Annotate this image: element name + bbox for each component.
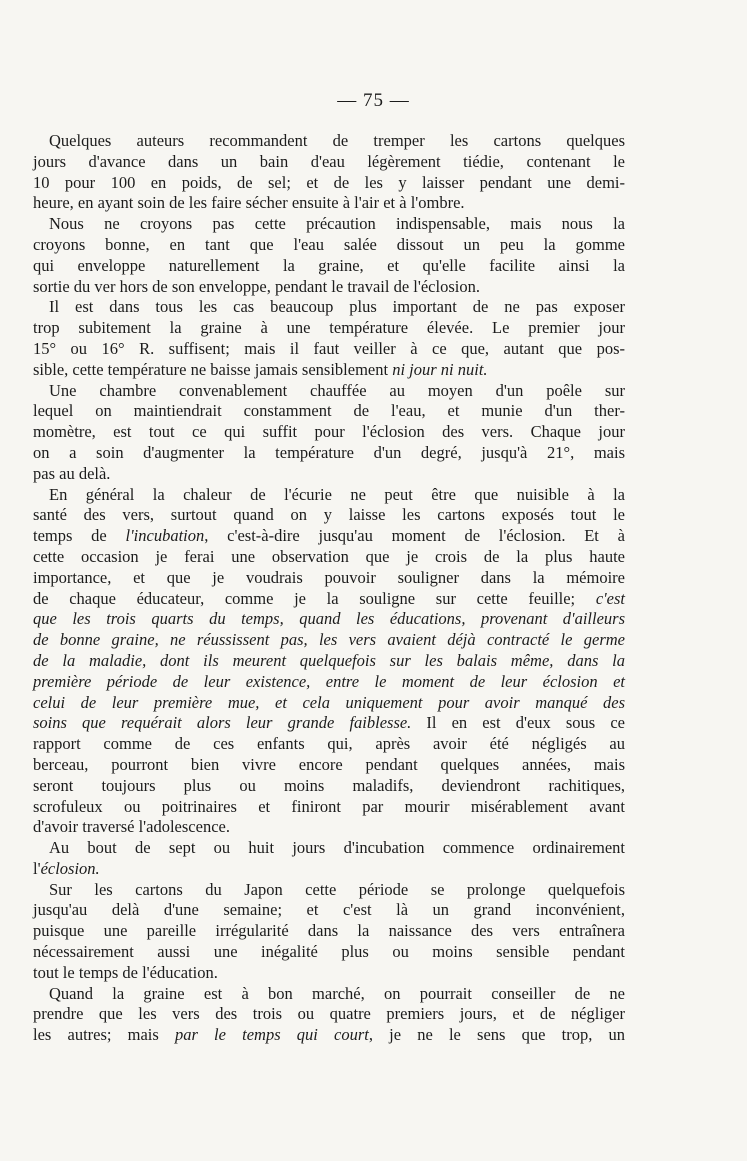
text-run: 15° ou 16° R. suffisent; mais il faut veiller à ce que, autant que pos- [33, 338, 625, 358]
text-line [33, 381, 625, 402]
text-run: Il en est d'eux sous ce [411, 713, 625, 733]
text-line [33, 360, 625, 381]
italic-run: de bonne graine, ne réussissent pas, les vers avaient déjà contracté le germe [33, 630, 625, 650]
text-run: tout le temps de l'éducation. [33, 962, 218, 982]
page-number: — 75 — [337, 90, 410, 111]
text-line [33, 547, 625, 568]
text-run: Sur les cartons du Japon cette période se prolonge quelquefois [49, 879, 625, 899]
text-line [33, 651, 625, 672]
text-line [33, 963, 625, 984]
italic-run: c'est [595, 588, 625, 608]
text-run: temps de [33, 526, 126, 546]
text-line [33, 609, 625, 630]
text-run: cette occasion je ferai une observation que je crois de la plus haute [33, 546, 625, 566]
text-run: Quelques auteurs recommandent de tremper les cartons quelques [49, 131, 625, 150]
text-line [33, 942, 625, 963]
text-line [33, 526, 625, 547]
italic-run: par le temps qui court [174, 1025, 369, 1045]
text-line [33, 817, 625, 838]
text-line [33, 1004, 625, 1025]
text-line [33, 921, 625, 942]
text-run: pas au delà. [33, 463, 111, 483]
italic-run: éclosion. [40, 858, 100, 878]
text-run: scrofuleux ou poitrinaires et finiront par mourir misérablement avant [33, 796, 625, 816]
body-text [33, 131, 625, 1046]
text-run: l' [33, 858, 41, 878]
text-run: rapport comme de ces enfants qui, après avoir été négligés au [33, 734, 625, 754]
italic-run: celui de leur première mue, et cela uniquement pour avoir manqué des [33, 692, 625, 712]
text-run: on a soin d'augmenter la température d'un degré, jusqu'à 21°, mais [33, 442, 625, 462]
text-line [33, 505, 625, 526]
italic-run: première période de leur existence, entre le moment de leur éclosion et [33, 671, 625, 691]
text-line [33, 713, 625, 734]
text-run: d'avoir traversé l'adolescence. [33, 817, 230, 837]
text-run: qui enveloppe naturellement la graine, et qu'elle facilite ainsi la [33, 255, 625, 275]
text-line [33, 589, 625, 610]
text-line [33, 256, 625, 277]
text-line [33, 422, 625, 443]
text-run: Au bout de sept ou huit jours d'incubation commence ordinairement [49, 838, 625, 858]
italic-run: de la maladie, dont ils meurent quelquefois sur les balais même, dans la [33, 650, 625, 670]
text-run: nécessairement aussi une inégalité plus ou moins sensible pendant [33, 942, 625, 962]
text-run: puisque une pareille irrégularité dans la naissance des vers entraînera [33, 921, 625, 941]
text-run: momètre, est tout ce qui suffit pour l'éclosion des vers. Chaque jour [33, 422, 625, 442]
text-line [33, 443, 625, 464]
italic-run: soins que requérait alors leur grande faiblesse. [33, 713, 412, 733]
text-run: jusqu'au delà d'une semaine; et c'est là un grand inconvénient, [33, 900, 625, 920]
text-line [33, 277, 625, 298]
text-run: sible, cette température ne baisse jamais sensiblement [33, 359, 393, 379]
text-line [33, 880, 625, 901]
text-run: trop subitement la graine à une température élevée. Le premier jour [33, 318, 625, 338]
text-line [33, 734, 625, 755]
text-line [33, 485, 625, 506]
text-line [33, 401, 625, 422]
text-run: Il est dans tous les cas beaucoup plus important de ne pas exposer [49, 297, 625, 317]
text-line [33, 235, 625, 256]
text-run: En général la chaleur de l'écurie ne peut être que nuisible à la [49, 484, 625, 504]
text-line [33, 838, 625, 859]
text-run: heure, en ayant soin de les faire sécher ensuite à l'air et à l'ombre. [33, 193, 465, 213]
text-run: importance, et que je voudrais pouvoir souligner dans la mémoire [33, 567, 625, 587]
text-run: lequel on maintiendrait constamment de l'eau, et munie d'un ther- [33, 401, 625, 421]
text-line [33, 193, 625, 214]
text-line [33, 297, 625, 318]
text-line [33, 152, 625, 173]
text-line [33, 131, 625, 152]
text-run: seront toujours plus ou moins maladifs, deviendront rachitiques, [33, 775, 625, 795]
text-run: jours d'avance dans un bain d'eau légèrement tiédie, contenant le [33, 151, 625, 171]
text-run: de chaque éducateur, comme je la souligne sur cette feuille; [33, 588, 596, 608]
text-run: les autres; mais [33, 1025, 175, 1045]
text-run: , je ne le sens que trop, un [368, 1025, 625, 1045]
italic-run: ni jour ni nuit. [392, 359, 488, 379]
italic-run: l'incubation [125, 526, 205, 546]
text-run: sortie du ver hors de son enveloppe, pendant le travail de l'éclosion. [33, 276, 480, 296]
text-line [33, 1025, 625, 1046]
text-line [33, 339, 625, 360]
text-run: santé des vers, surtout quand on y laisse les cartons exposés tout le [33, 505, 625, 525]
text-run: Quand la graine est à bon marché, on pourrait conseiller de ne [49, 983, 625, 1003]
text-line [33, 859, 625, 880]
text-line [33, 755, 625, 776]
text-run: berceau, pourront bien vivre encore pendant quelques années, mais [33, 754, 625, 774]
text-line [33, 214, 625, 235]
text-line [33, 672, 625, 693]
text-run: Nous ne croyons pas cette précaution indispensable, mais nous la [49, 214, 625, 234]
text-line [33, 984, 625, 1005]
text-run: Une chambre convenablement chauffée au moyen d'un poêle sur [49, 380, 625, 400]
text-line [33, 464, 625, 485]
text-line [33, 693, 625, 714]
text-line [33, 568, 625, 589]
text-line [33, 318, 625, 339]
text-line [33, 630, 625, 651]
text-run: 10 pour 100 en poids, de sel; et de les y laisser pendant une demi- [33, 172, 625, 192]
text-line [33, 173, 625, 194]
text-line [33, 900, 625, 921]
text-run: prendre que les vers des trois ou quatre premiers jours, et de négliger [33, 1004, 625, 1024]
text-line [33, 797, 625, 818]
italic-run: que les trois quarts du temps, quand les éducations, provenant d'ailleurs [33, 609, 625, 629]
text-line [33, 776, 625, 797]
text-run: croyons bonne, en tant que l'eau salée dissout un peu la gomme [33, 234, 625, 254]
text-run: , c'est-à-dire jusqu'au moment de l'éclosion. Et à [204, 526, 625, 546]
